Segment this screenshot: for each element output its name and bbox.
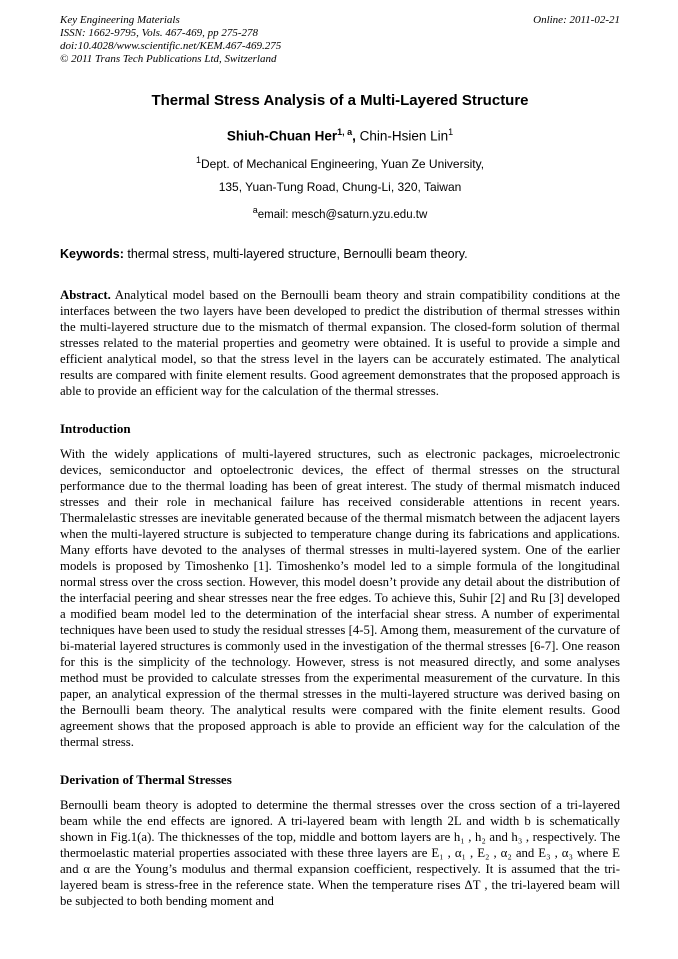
affiliation-1-superscript: 1 (195, 154, 201, 165)
journal-name: Key Engineering Materials (60, 14, 180, 26)
affiliation-1-text: Dept. of Mechanical Engineering, Yuan Ze University, (200, 156, 485, 171)
doi-line: doi:10.4028/www.scientific.net/KEM.467-469.275 (60, 40, 282, 52)
authors-line (60, 127, 620, 144)
copyright-line: © 2011 Trans Tech Publications Ltd, Switzerland (60, 53, 277, 65)
keywords-text: thermal stress, multi-layered structure, Bernoulli beam theory. (123, 247, 468, 262)
keywords-line (60, 247, 620, 261)
section-body-derivation: Bernoulli beam theory is adopted to determine the thermal stresses over the cross section of a tri-layered beam while the end effects are ignored. A tri-layered beam with length 2L and width b is schematically shown in Fig.1(a). The thicknesses of the top, middle and bottom layers are h₁ , h₂ and h₃ , respectively. The thermoelastic material properties associated with these three layers are E₁ , α₁ , E₂ , α₂ and E₃ , α₃ where E and α are the Young’s modulus and thermal expansion coefficient, respectively. It is assumed that the tri-layered beam is stress-free in the reference state. When the temperature rises ΔT , the tri-layered beam will be subjected to both bending moment and (60, 798, 620, 909)
journal-info-block (60, 14, 281, 66)
author-1-superscript: 1, a (337, 127, 353, 137)
issn-line: ISSN: 1662-9795, Vols. 467-469, pp 275-278 (60, 27, 258, 39)
abstract-text: Analytical model based on the Bernoulli beam theory and strain compatibility conditions at the interfaces between the two layers have been developed to predict the distribution of thermal stresses within the multi-layered structure due to the mismatch of thermal expansion. The closed-form solution of thermal stresses related to the material properties and geometry were obtained. It is useful to provide a simple and efficient analytical model, so that the stress level in the layers can be accurately estimated. The analytical results are compared with finite element results. Good agreement demonstrates that the proposed approach is able to provide an efficient way for the calculation of the thermal stresses. (60, 288, 620, 399)
section-body-introduction: With the widely applications of multi-layered structures, such as electronic packages, microelectronic devices, semiconductor and optoelectronic devices, the effect of thermal stresses on the structural performance due to the thermal loading has been of great interest. The study of thermal mismatch induced stresses and their role in mechanical failure has received considerable attentions in recent years. Thermalelastic stresses are inevitable generated because of the thermal mismatch between the adjacent layers when the multi-layered structure is subjected to temperature change during its fabrications and applications. Many efforts have devoted to the analyses of thermal stresses in multi-layered system. One of the earlier models is proposed by Timoshenko [1]. Timoshenko’s model led to a simple formula of the longitudinal normal stress over the cross section. However, this model doesn’t provide any detail about the distribution of the interfacial peering and shear stresses near the free edges. To achieve this, Suhir [2] and Ru [3] developed a modified beam model led to the determination of the interfacial shear stress. A number of experimental techniques have been used to study the residual stresses [4-5]. Among them, measurement of the curvature of bi-material layered structures is commonly used in the investigation of the thermal stresses [6-7]. One reason for this is the simplicity of the technology. However, stress is not measured directly, and some analyses method must be provided to calculate stresses from the experimental measurement of the curvature. In this paper, an analytical expression of the thermal stresses in the multi-layered structure was derived basing on the Bernoulli beam theory. The analytical results were compared with the finite element results. Good agreement shows that the proposed approach is able to provide an efficient way for the calculation of the thermal stress. (60, 447, 620, 750)
section-heading-introduction: Introduction (60, 421, 131, 437)
email-text: email: mesch@saturn.yzu.edu.tw (257, 208, 428, 221)
email-line (60, 203, 620, 222)
author-separator: , (352, 128, 360, 144)
section-heading-derivation: Derivation of Thermal Stresses (60, 772, 232, 788)
email-superscript: a (252, 204, 258, 215)
affiliation-line-2: 135, Yuan-Tung Road, Chung-Li, 320, Taiwan (218, 179, 462, 194)
abstract-paragraph (60, 287, 620, 399)
abstract-label: Abstract. (60, 288, 111, 303)
keywords-label: Keywords: (60, 247, 124, 262)
affiliation-line-1 (60, 153, 620, 171)
page-header (60, 14, 620, 66)
author-2-superscript: 1 (448, 127, 454, 137)
author-2-name: Chin-Hsien Lin (359, 128, 449, 144)
author-1-name: Shiuh-Chuan Her (226, 128, 338, 144)
online-date: Online: 2011-02-21 (533, 14, 620, 26)
paper-title: Thermal Stress Analysis of a Multi-Layered Structure (151, 92, 529, 109)
